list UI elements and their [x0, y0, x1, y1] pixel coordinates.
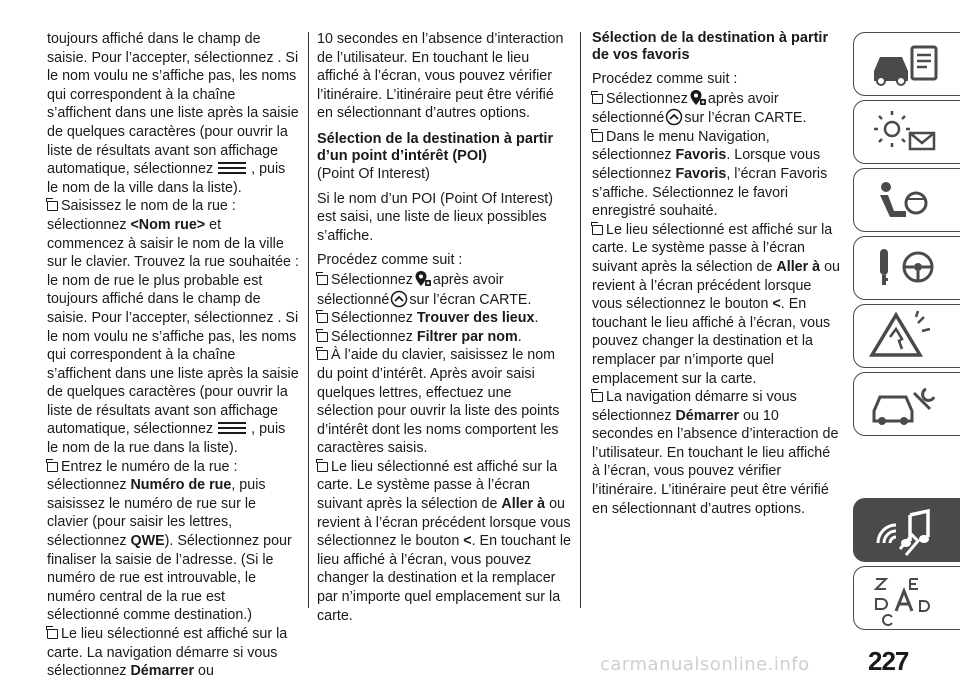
navigation-pin-icon — [689, 89, 707, 107]
step — [592, 128, 842, 221]
step-text: . En touchant le lieu affiché à l’écran, vous pouvez changer la destination et la remplacer par n’importe quel emplacement sur la carte. — [592, 296, 831, 387]
paragraph-text: toujours affiché dans le champ de saisie. Pour l’accepter, sélectionnez . Si le nom voulu ne s’affiche pas, les noms qui correspondent à la chaîne s’affichent dans une liste après la saisie de quelques caractères (pour ouvrir la liste de résultats avant son affichage automatique, sélectionnez — [47, 31, 299, 178]
step-bullet-icon — [47, 201, 58, 211]
step-text: Dans le menu Navigation, sélectionnez — [592, 128, 770, 164]
chapter-tab-car-info[interactable] — [853, 32, 960, 96]
step-bullet-icon — [592, 132, 603, 142]
maintenance-car-icon — [866, 377, 946, 433]
ui-label: Favoris — [675, 147, 727, 164]
step — [592, 388, 842, 518]
section-heading: Sélection de la destination à partir de vos favoris — [592, 30, 829, 63]
ui-label: Trouver des lieux — [416, 310, 535, 327]
step-bullet-icon — [592, 392, 603, 402]
paragraph-text: , puis saisissez le numéro de rue sur le clavier (pour saisir les lettres, sélectionnez — [47, 477, 266, 550]
step — [317, 458, 571, 625]
step-bullet-icon — [47, 462, 58, 472]
chapter-tab-emergency[interactable] — [853, 304, 960, 368]
chapter-tab-maintenance[interactable] — [853, 372, 960, 436]
chapter-tab-safety[interactable] — [853, 168, 960, 232]
step-text: Sélectionnez — [331, 310, 417, 327]
text-column-3 — [592, 30, 842, 518]
step-bullet-icon — [317, 350, 328, 360]
seat-safety-icon — [866, 173, 946, 229]
paragraph: Si le nom d’un POI (Point Of Interest) est saisi, une liste de lieux possibles s’affiche. — [317, 190, 553, 244]
step-text: Sélectionnez — [606, 90, 688, 107]
section-heading: Sélection de la destination à partir d’un point d’intérêt (POI) — [317, 130, 554, 164]
section-subheading: (Point Of Interest) — [317, 165, 430, 182]
step — [317, 270, 571, 309]
chapter-tab-multimedia[interactable] — [853, 498, 960, 562]
ui-label: <Nom rue> — [130, 216, 206, 233]
step-text: . — [517, 328, 522, 345]
step — [592, 89, 842, 128]
ui-label: Démarrer — [675, 407, 740, 424]
paragraph-text: Entrez le numéro de la rue : sélectionnez — [47, 458, 238, 494]
step-bullet-icon — [317, 462, 328, 472]
step-bullet-icon — [592, 94, 603, 104]
step-text: sur l’écran CARTE. — [684, 110, 807, 127]
step-text: ou revient à l’écran précédent lorsque vous sélectionnez le bouton — [317, 496, 571, 550]
watermark: carmanualsonline.info — [600, 654, 810, 675]
step-text: . Lorsque vous sélectionnez — [592, 147, 821, 182]
chevron-up-circle-icon — [390, 290, 408, 308]
step-text: . — [534, 310, 539, 327]
step-text: ou revient à l’écran précédent lorsque vous sélectionnez le bouton — [592, 258, 840, 313]
text-column-2 — [317, 30, 571, 625]
paragraph — [47, 30, 300, 197]
ui-label: < — [772, 296, 781, 313]
step — [317, 346, 571, 458]
step — [317, 309, 571, 328]
radio-multimedia-icon — [866, 503, 946, 559]
ui-label: Aller à — [776, 258, 821, 275]
text-column-1 — [47, 30, 300, 678]
step-bullet-icon — [317, 313, 328, 323]
menu-list-icon — [215, 161, 249, 175]
step-text: Sélectionnez — [331, 328, 417, 345]
step-text: après avoir sélectionné — [592, 90, 779, 127]
chapter-tab-starting[interactable] — [853, 236, 960, 300]
ui-label: < — [463, 533, 472, 550]
alphabetic-index-icon — [866, 571, 946, 627]
step — [317, 328, 571, 347]
step-text: sur l’écran CARTE. — [409, 291, 532, 308]
paragraph-text: et commencez à saisir le nom de la ville sur le clavier. Trouvez la rue souhaitée : le nom de rue le plus probable est toujours affiché dans le champ de saisie. Pour l’accepter, sélectionnez . Si le nom voulu ne s’affiche pas, les noms qui correspondent à la chaîne s’affichent dans une liste après la saisie de quelques caractères (pour ouvrir la liste de résultats avant son affichage automatique, sélectionnez — [47, 216, 299, 438]
step-bullet-icon — [47, 629, 58, 639]
ui-label: Favoris — [675, 165, 727, 182]
paragraph-text: ou — [194, 663, 214, 678]
step-text: Le lieu sélectionné est affiché sur la carte. Le système passe à l’écran suivant après la sélection de — [317, 458, 558, 513]
car-info-icon — [866, 37, 946, 93]
paragraph-text: , puis le nom de la rue dans la liste). — [47, 421, 286, 457]
step-text: La navigation démarre si vous sélectionnez — [592, 389, 797, 424]
step — [592, 221, 842, 388]
ui-label: Démarrer — [130, 663, 195, 678]
step-text: Sélectionnez — [331, 271, 413, 288]
column-divider — [580, 32, 581, 608]
step-bullet-icon — [317, 332, 328, 342]
ui-label: Filtrer par nom — [416, 328, 518, 345]
step-text: À l’aide du clavier, saisissez le nom du point d’intérêt. Après avoir saisi quelques lettres, effectuez une sélection pour ouvrir la liste des points d’intérêt dont les noms comportent les caractères saisis. — [317, 347, 560, 457]
step-text: ou 10 secondes en l’absence d’interaction de l’utilisateur. En touchant le lieu affiché à l’écran, vous pouvez vérifier l’itinéraire. L’itinéraire peut être vérifié en sélectionnant d’autres options. — [592, 407, 839, 517]
navigation-pin-icon — [414, 270, 432, 288]
paragraph: Procédez comme suit : — [592, 71, 738, 87]
paragraph — [47, 625, 300, 678]
breakdown-triangle-icon — [866, 309, 946, 365]
ui-label: Numéro de rue — [130, 477, 232, 494]
step-text: . En touchant le lieu affiché à l’écran, vous pouvez changer la destination et la remplacer par n’importe quel emplacement sur la carte. — [317, 533, 571, 624]
chevron-up-circle-icon — [665, 108, 683, 126]
paragraph-text: ). Sélectionnez pour finaliser la saisie de l’adresse. (Si le numéro de rue est introuvable, le numéro central de la rue est sélectionné comme destination.) — [47, 533, 292, 624]
chapter-tab-dashboard[interactable] — [853, 100, 960, 164]
column-divider — [308, 32, 309, 608]
step-text: Le lieu sélectionné est affiché sur la carte. Le système passe à l’écran suivant après la sélection de — [592, 221, 833, 275]
dashboard-warning-icon — [866, 105, 946, 161]
step-bullet-icon — [592, 225, 603, 235]
step-text: , l’écran Favoris s’affiche. Sélectionnez le favori enregistré souhaité. — [592, 165, 828, 220]
paragraph-text: Saisissez le nom de la rue : sélectionnez — [47, 198, 236, 233]
page-number: 227 — [868, 646, 909, 676]
paragraph-text: , puis le nom de la ville dans la liste). — [47, 161, 286, 196]
key-steering-icon — [866, 241, 946, 297]
ui-label: Aller à — [501, 496, 546, 513]
ui-label: QWE — [130, 533, 165, 550]
paragraph: 10 secondes en l’absence d’interaction de l’utilisateur. En touchant le lieu affiché à l’écran, vous pouvez vérifier l’itinéraire. L’itinéraire peut être vérifié en sélectionnant d’autres options. — [317, 31, 564, 122]
step-text: après avoir sélectionné — [317, 271, 504, 308]
paragraph — [47, 197, 300, 457]
paragraph — [47, 458, 300, 625]
paragraph: Procédez comme suit : — [317, 252, 463, 269]
menu-list-icon — [215, 421, 249, 435]
chapter-tab-index[interactable] — [853, 566, 960, 630]
paragraph-text: Le lieu sélectionné est affiché sur la carte. La navigation démarre si vous sélectionnez — [47, 626, 288, 678]
step-bullet-icon — [317, 275, 328, 285]
